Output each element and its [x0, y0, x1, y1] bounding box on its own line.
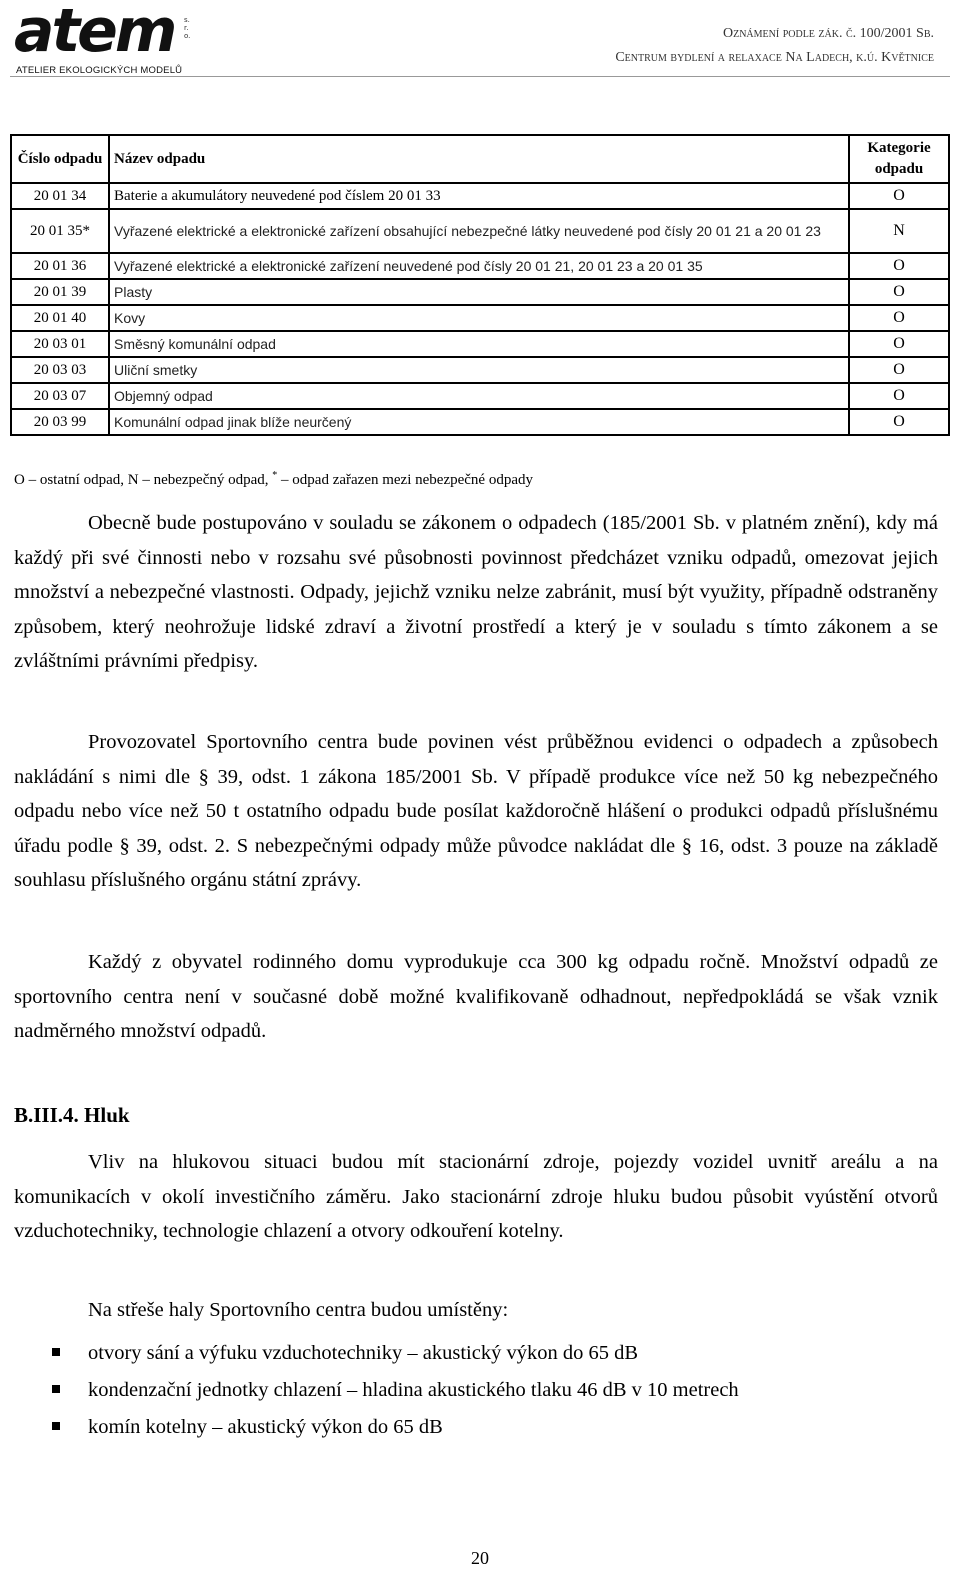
logo-subtitle: ATELIER EKOLOGICKÝCH MODELŮ: [16, 65, 183, 76]
bullet-square-icon: [52, 1385, 60, 1393]
roof-equipment-list: [0, 1335, 739, 1446]
table-row: [11, 409, 949, 435]
paragraph-waste-records: Provozovatel Sportovního centra bude povinen vést průběžnou evidenci o odpadech a způsobech nakládání s nimi dle § 39, odst. 1 zákona 185/2001 Sb. V případě produkce více než 50 kg nebezpečného odpadu nebo více než 50 t ostatního odpadu bude posílat každoročně hlášení o produkci odpadů příslušnému úřadu podle § 39, odst. 2. S nebezpečnými odpady může původce nakládat dle § 16, odst. 3 pouze na základě souhlasu příslušného orgánu státní zprávy.: [14, 731, 938, 891]
table-row: [11, 183, 949, 209]
header-waste-category: Kategorie odpadu: [849, 135, 949, 183]
section-heading-noise: B.III.4. Hluk: [14, 1103, 130, 1127]
waste-name: Baterie a akumulátory neuvedené pod číslem 20 01 33: [109, 183, 849, 209]
waste-name: Směsný komunální odpad: [109, 331, 849, 357]
list-item: [0, 1409, 739, 1446]
logo-legal-form: s.r.o.: [184, 16, 191, 40]
table-row: [11, 383, 949, 409]
logo-wordmark: atem: [14, 0, 175, 66]
waste-category: O: [849, 183, 949, 209]
waste-category: O: [849, 279, 949, 305]
paragraph-waste-amount: Každý z obyvatel rodinného domu vyprodukuje cca 300 kg odpadu ročně. Množství odpadů ze sportovního centra není v současné době možné kvalifikovaně odhadnout, nepředpokládá se však vznik nadměrného množství odpadů.: [14, 951, 938, 1042]
company-logo: [14, 0, 194, 76]
waste-category: N: [849, 209, 949, 253]
waste-name: Uliční smetky: [109, 357, 849, 383]
legend-text-2: – odpad zařazen mezi nebezpečné odpady: [277, 472, 533, 488]
waste-code: 20 03 03: [11, 357, 109, 383]
waste-category: O: [849, 383, 949, 409]
header-waste-name: Název odpadu: [109, 135, 849, 183]
waste-name: Komunální odpad jinak blíže neurčený: [109, 409, 849, 435]
waste-code: 20 03 07: [11, 383, 109, 409]
roof-equipment-intro: Na střeše haly Sportovního centra budou umístěny:: [88, 1299, 509, 1321]
waste-code: 20 03 01: [11, 331, 109, 357]
list-item: [0, 1372, 739, 1409]
waste-code: 20 01 39: [11, 279, 109, 305]
waste-name: Plasty: [109, 279, 849, 305]
list-item-text: otvory sání a výfuku vzduchotechniky – akustický výkon do 65 dB: [88, 1342, 638, 1364]
document-header: [615, 22, 934, 70]
waste-table: [10, 134, 950, 436]
table-row: [11, 253, 949, 279]
waste-code: 20 01 36: [11, 253, 109, 279]
waste-code: 20 01 35*: [11, 209, 109, 253]
page-number: 20: [471, 1548, 489, 1568]
legend-text-1: O – ostatní odpad, N – nebezpečný odpad,: [14, 472, 273, 488]
header-waste-code: Číslo odpadu: [11, 135, 109, 183]
waste-name: Vyřazené elektrické a elektronické zařízení obsahující nebezpečné látky neuvedené pod čísly 20 01 21 a 20 01 23: [109, 209, 849, 253]
table-row: [11, 209, 949, 253]
table-row: [11, 305, 949, 331]
table-header-row: [11, 135, 949, 183]
waste-name: Vyřazené elektrické a elektronické zařízení neuvedené pod čísly 20 01 21, 20 01 23 a 20 01 35: [109, 253, 849, 279]
legend-asterisk: *: [272, 470, 278, 481]
waste-category: O: [849, 253, 949, 279]
list-item-text: komín kotelny – akustický výkon do 65 dB: [88, 1416, 443, 1438]
paragraph-waste-law: Obecně bude postupováno v souladu se zákonem o odpadech (185/2001 Sb. v platném znění), kdy má každý při své činnosti nebo v rozsahu své působnosti povinnost předcházet vzniku odpadů, omezovat jejich množství a nebezpečné vlastnosti. Odpady, jejichž vzniku nelze zabránit, musí být využity, případně odstraněny způsobem, který neohrožuje lidské zdraví a životní prostředí a který je v souladu s tímto zákonem a se zvláštními právními předpisy.: [14, 512, 938, 672]
waste-code: 20 01 40: [11, 305, 109, 331]
header-line-1: Oznámení podle zák. č. 100/2001 Sb.: [722, 26, 934, 41]
waste-name: Kovy: [109, 305, 849, 331]
list-item-text: kondenzační jednotky chlazení – hladina akustického tlaku 46 dB v 10 metrech: [88, 1379, 739, 1401]
waste-code: 20 03 99: [11, 409, 109, 435]
table-legend: [14, 470, 533, 489]
header-divider: [10, 76, 950, 77]
waste-category: O: [849, 409, 949, 435]
bullet-square-icon: [52, 1348, 60, 1356]
list-item: [0, 1335, 739, 1372]
paragraph-noise-sources: Vliv na hlukovou situaci budou mít stacionární zdroje, pojezdy vozidel uvnitř areálu a na komunikacích v okolí investičního záměru. Jako stacionární zdroje hluku budou působit vyústění otvorů vzduchotechniky, technologie chlazení a otvory odkouření kotelny.: [14, 1151, 938, 1242]
waste-category: O: [849, 331, 949, 357]
table-row: [11, 279, 949, 305]
waste-category: O: [849, 357, 949, 383]
table-row: [11, 357, 949, 383]
bullet-square-icon: [52, 1422, 60, 1430]
waste-name: Objemný odpad: [109, 383, 849, 409]
waste-category: O: [849, 305, 949, 331]
header-line-2: Centrum bydlení a relaxace Na Ladech, k.ú. Květnice: [615, 50, 934, 65]
waste-code: 20 01 34: [11, 183, 109, 209]
table-row: [11, 331, 949, 357]
